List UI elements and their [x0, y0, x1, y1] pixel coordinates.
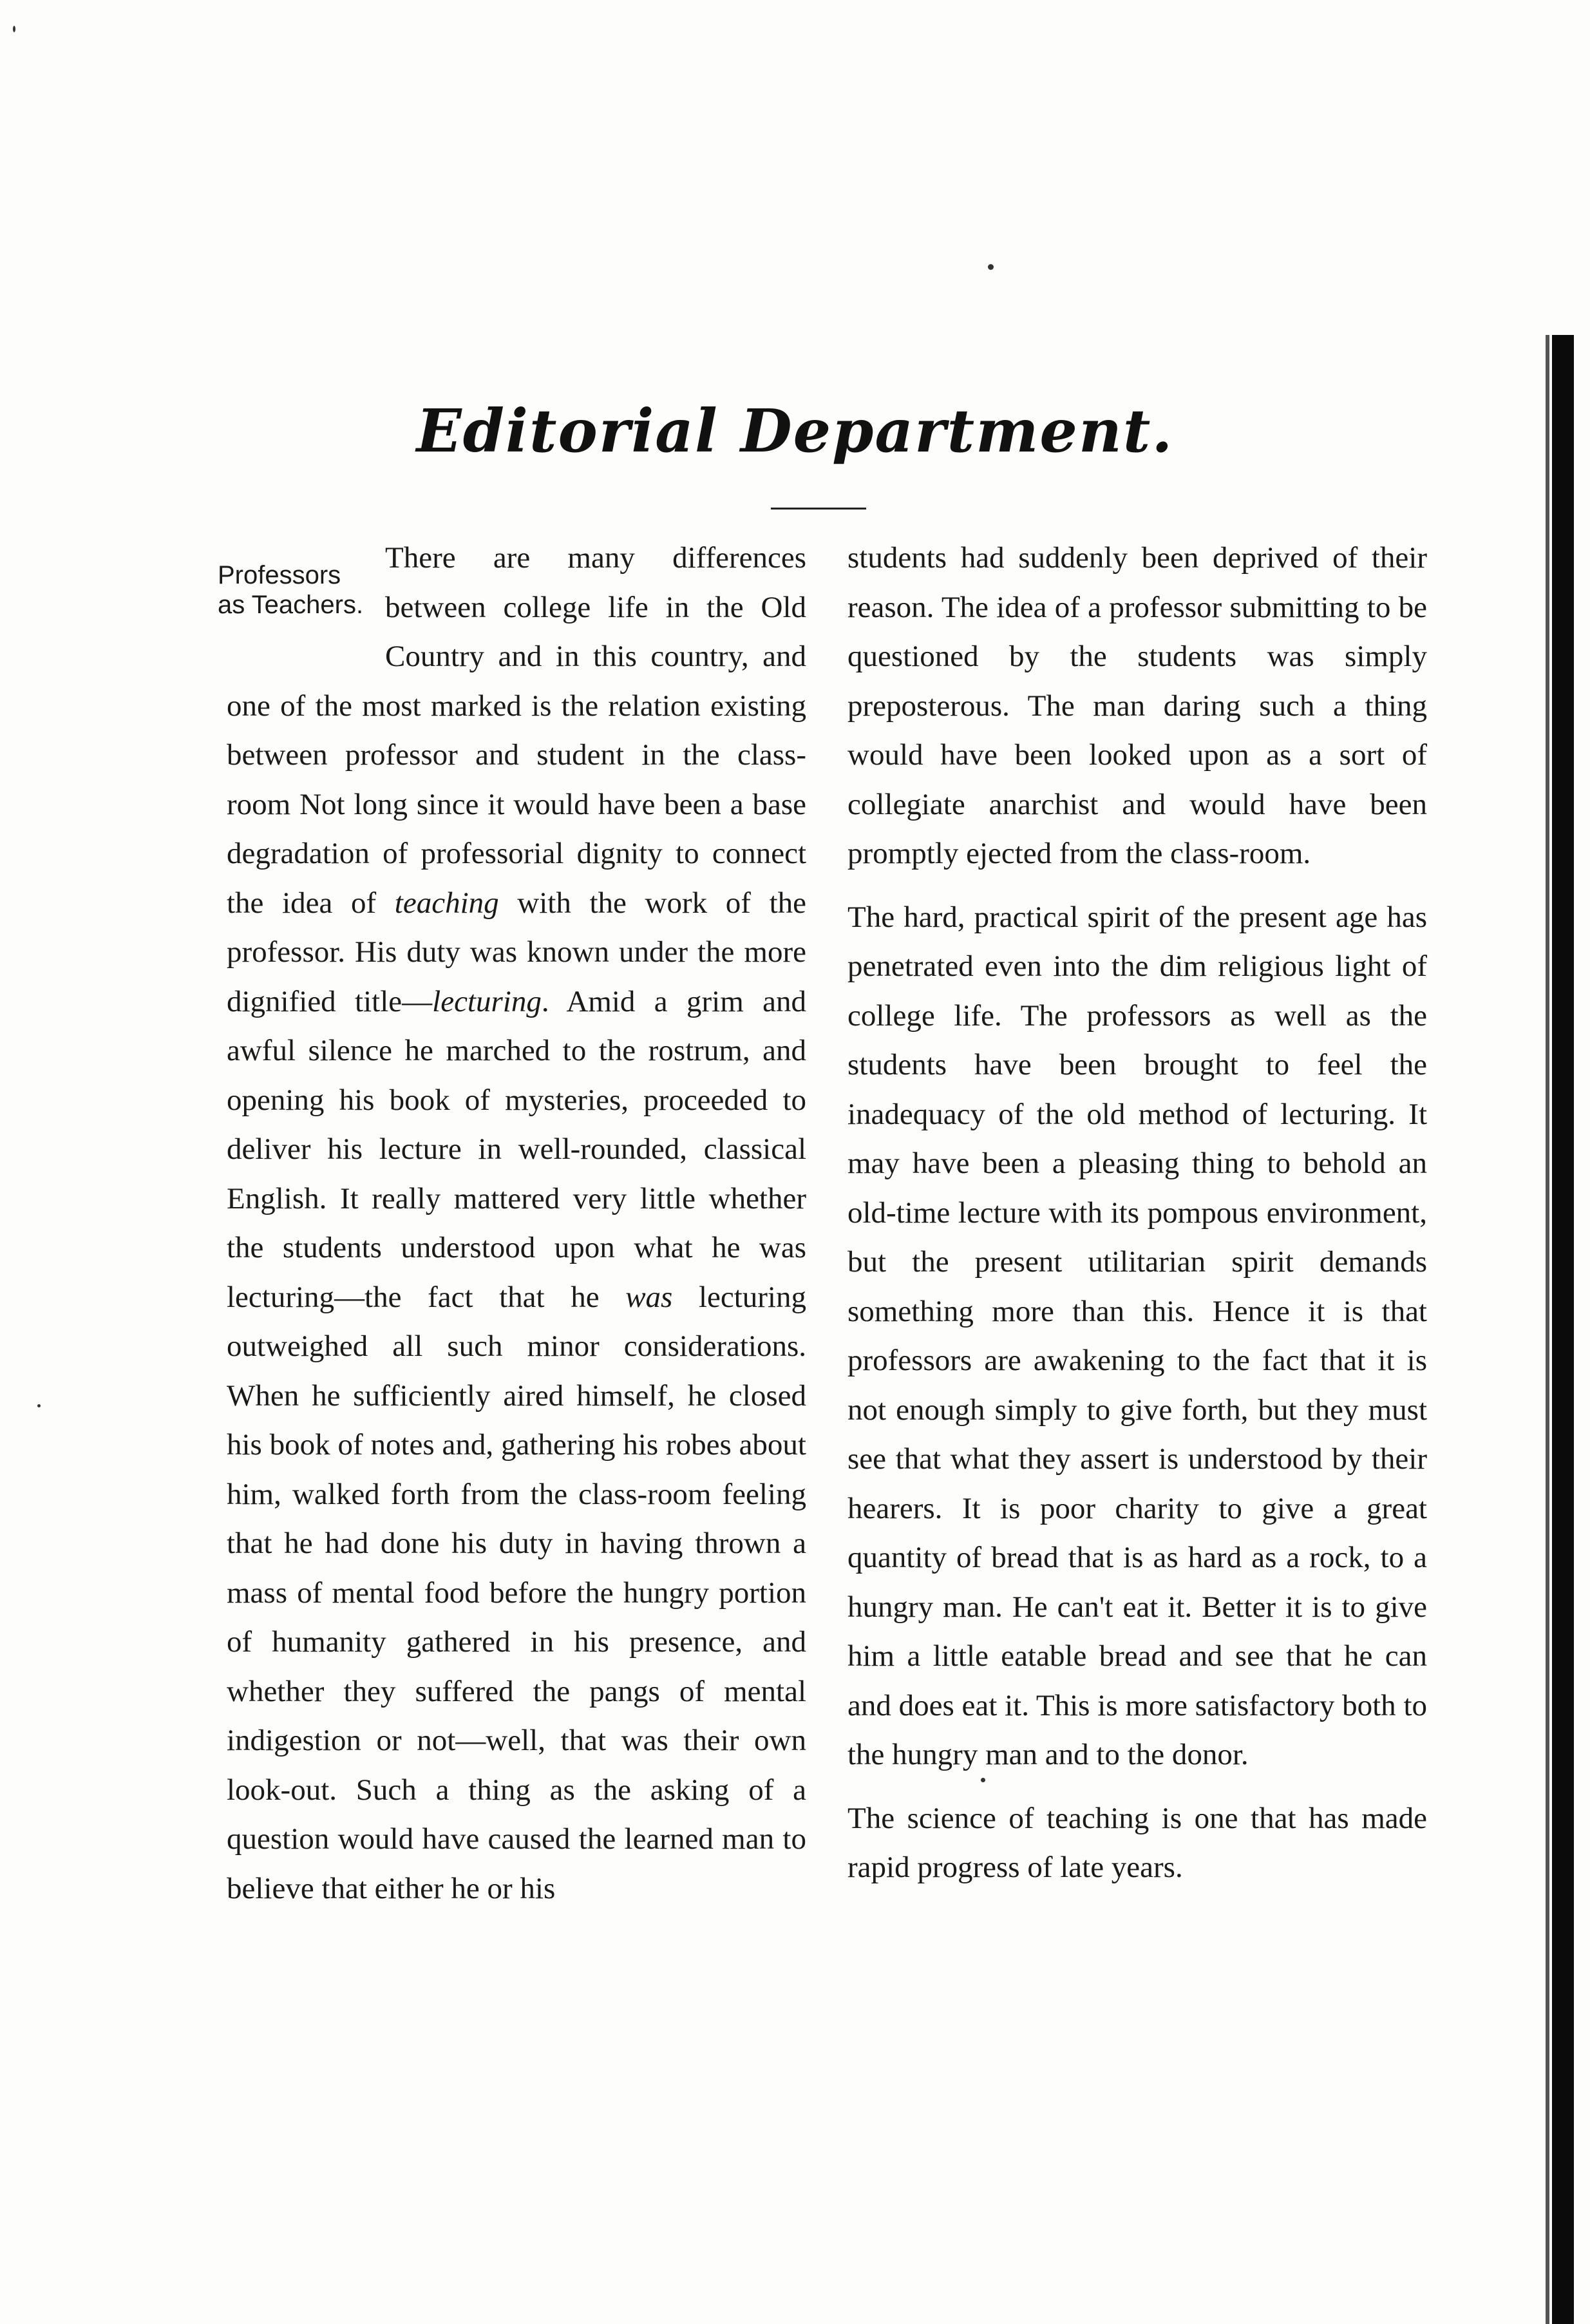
scan-speck [13, 26, 15, 32]
page-title: Editorial Department. [416, 396, 1174, 466]
emphasis-lecturing: lecturing [432, 984, 542, 1018]
left-paragraph [227, 533, 806, 1913]
right-paragraph-2: The hard, practical spirit of the present age has penetrated even into the dim religious light of college life. The professors as well as the students have been brought to feel the inadequacy of the old method of lecturing. It may have been a pleasing thing to behold an old-time lecture with its pompous environment, but the present utilitarian spirit demands something more than this. Hence it is that professors are awakening to the fact that it is not enough simply to give forth, but they must see that what they assert is understood by their hearers. It is poor charity to give a great quantity of bread that is as hard as a rock, to a hungry man. He can't eat it. Better it is to give him a little eatable bread and see that he can and does eat it. This is more satisfactory both to the hungry man and to the donor. [847, 900, 1427, 1771]
emphasis-was: was [625, 1280, 673, 1314]
scan-speck [37, 1404, 41, 1407]
emphasis-teaching: teaching [394, 886, 499, 920]
scan-speck [988, 264, 994, 270]
left-text-2: with the work of the professor. His duty was known under the more dignified title— [227, 886, 807, 1018]
sidehead-line-1: Professors [218, 561, 341, 589]
sidehead [218, 533, 385, 680]
left-text-4: lecturing outweighed all such minor considerations. When he sufficiently aired himself, he closed his book of notes and, gathering his robes about him, walked forth from the class-room feeling that he had done his duty in having thrown a mass of mental food before the hungry portion of humanity gathered in his presence, and whether they suffered the pangs of mental indigestion or not—well, that was their own look-out. Such a thing as the asking of a question would have caused the learned man to believe that either he or his [227, 1280, 806, 1905]
title-rule [771, 508, 866, 510]
left-text-3: . Amid a grim and awful silence he marched to the rostrum, and opening his book of mysteries, proceeded to deliver his lecture in well-rounded, classical English. It really mattered very little whether the students understood upon what he was lecturing—the fact that he [227, 984, 806, 1314]
scan-edge-shadow [1546, 335, 1549, 2324]
right-paragraph-3: The science of teaching is one that has made rapid progress of late years. [847, 1801, 1427, 1884]
left-column [218, 533, 807, 1913]
sidehead-line-2: as Teachers. [218, 591, 364, 619]
right-column [847, 533, 1427, 1892]
right-paragraph-1: students had suddenly been deprived of their reason. The idea of a professor submitting to be questioned by the students was simply preposterous. The man daring such a thing would have been looked upon as a sort of collegiate anarchist and would have been promptly ejected from the class-room. [847, 541, 1427, 870]
left-opening-text: There are many differences between college life in the Old Country and in this country, and one of the most marked is the relation existing between professor and student in the class-room Not long since it would have been a base degradation of professorial dignity to connect the idea of [227, 541, 806, 920]
scan-edge-bar [1552, 335, 1574, 2324]
scan-speck [981, 1778, 985, 1782]
